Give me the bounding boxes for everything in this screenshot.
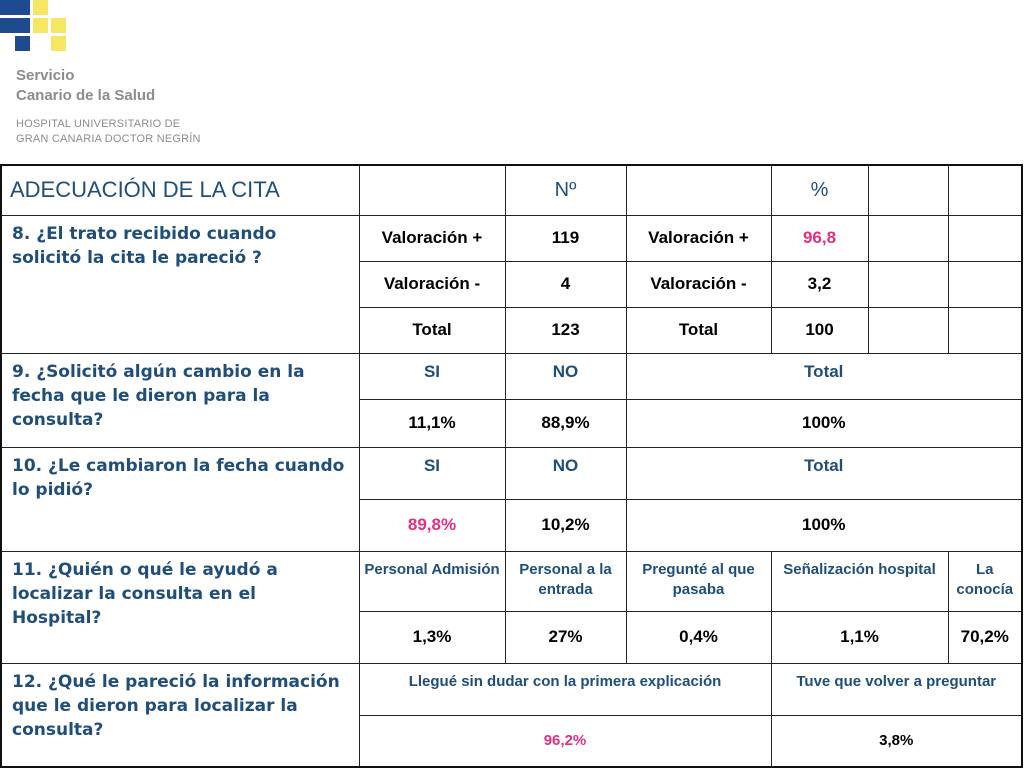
logo-square bbox=[15, 36, 30, 51]
q12-value-volver: 3,8% bbox=[771, 715, 1022, 767]
question-9: 9. ¿Solicitó algún cambio en la fecha que le dieron para la consulta? bbox=[1, 353, 359, 447]
survey-table bbox=[0, 164, 1023, 768]
q11-value-entrada: 27% bbox=[505, 611, 626, 663]
q12-header-sin-dudar: Llegué sin dudar con la primera explicación bbox=[359, 663, 771, 715]
logo-mark bbox=[0, 0, 90, 60]
header-empty-cell bbox=[359, 165, 505, 215]
q8-label2: Valoración + bbox=[626, 215, 771, 261]
q10-value-no: 10,2% bbox=[505, 499, 626, 551]
q11-header-admision: Personal Admisión bbox=[359, 551, 505, 611]
empty-cell bbox=[868, 215, 948, 261]
logo-square bbox=[33, 0, 48, 15]
q10-header-no: NO bbox=[505, 447, 626, 499]
logo-square bbox=[15, 18, 30, 33]
header-empty-cell bbox=[868, 165, 948, 215]
header-pct: % bbox=[771, 165, 868, 215]
q8-label: Valoración + bbox=[359, 215, 505, 261]
q9-header-total: Total bbox=[626, 353, 1022, 399]
table-row bbox=[1, 663, 1022, 715]
empty-cell bbox=[948, 307, 1022, 353]
q8-pct: 3,2 bbox=[771, 261, 868, 307]
question-10: 10. ¿Le cambiaron la fecha cuando lo pidió? bbox=[1, 447, 359, 551]
logo-square bbox=[33, 18, 48, 33]
q10-header-si: SI bbox=[359, 447, 505, 499]
header-empty-cell bbox=[626, 165, 771, 215]
empty-cell bbox=[868, 307, 948, 353]
brand-line-4: GRAN CANARIA DOCTOR NEGRÍN bbox=[16, 133, 201, 145]
q12-value-sin-dudar: 96,2% bbox=[359, 715, 771, 767]
table-row bbox=[1, 447, 1022, 499]
table-row bbox=[1, 353, 1022, 399]
q9-value-no: 88,9% bbox=[505, 399, 626, 447]
question-8: 8. ¿El trato recibido cuando solicitó la cita le pareció ? bbox=[1, 215, 359, 353]
q11-value-pregunte: 0,4% bbox=[626, 611, 771, 663]
brand-line-2: Canario de la Salud bbox=[16, 87, 156, 104]
empty-cell bbox=[868, 261, 948, 307]
logo-square bbox=[51, 18, 66, 33]
q8-label2: Total bbox=[626, 307, 771, 353]
q8-label2: Valoración - bbox=[626, 261, 771, 307]
q11-value-senalizacion: 1,1% bbox=[771, 611, 948, 663]
q8-num: 123 bbox=[505, 307, 626, 353]
q8-pct: 100 bbox=[771, 307, 868, 353]
logo-square bbox=[0, 18, 15, 33]
q8-label: Valoración - bbox=[359, 261, 505, 307]
q11-header-pregunte: Pregunté al que pasaba bbox=[626, 551, 771, 611]
q8-num: 119 bbox=[505, 215, 626, 261]
logo-square bbox=[0, 0, 15, 15]
table-row bbox=[1, 551, 1022, 611]
q10-value-si: 89,8% bbox=[359, 499, 505, 551]
q9-header-no: NO bbox=[505, 353, 626, 399]
brand-line-1: Servicio bbox=[16, 67, 75, 84]
question-11: 11. ¿Quién o qué le ayudó a localizar la consulta en el Hospital? bbox=[1, 551, 359, 663]
brand-block bbox=[16, 66, 201, 146]
q9-value-si: 11,1% bbox=[359, 399, 505, 447]
q8-pct: 96,8 bbox=[771, 215, 868, 261]
question-12: 12. ¿Qué le pareció la información que le dieron para localizar la consulta? bbox=[1, 663, 359, 767]
table-title: ADECUACIÓN DE LA CITA bbox=[1, 165, 359, 215]
logo-square bbox=[51, 36, 66, 51]
empty-cell bbox=[948, 215, 1022, 261]
q9-value-total: 100% bbox=[626, 399, 1022, 447]
q11-header-entrada: Personal a la entrada bbox=[505, 551, 626, 611]
q9-header-si: SI bbox=[359, 353, 505, 399]
brand-line-3: HOSPITAL UNIVERSITARIO DE bbox=[16, 118, 181, 130]
q8-label: Total bbox=[359, 307, 505, 353]
q8-num: 4 bbox=[505, 261, 626, 307]
logo-square bbox=[15, 0, 30, 15]
q10-header-total: Total bbox=[626, 447, 1022, 499]
empty-cell bbox=[948, 261, 1022, 307]
table-header-row bbox=[1, 165, 1022, 215]
q11-header-conocia: La conocía bbox=[948, 551, 1022, 611]
table-row bbox=[1, 215, 1022, 261]
q12-header-volver: Tuve que volver a preguntar bbox=[771, 663, 1022, 715]
q10-value-total: 100% bbox=[626, 499, 1022, 551]
header-num: Nº bbox=[505, 165, 626, 215]
header-empty-cell bbox=[948, 165, 1022, 215]
q11-value-admision: 1,3% bbox=[359, 611, 505, 663]
q11-value-conocia: 70,2% bbox=[948, 611, 1022, 663]
q11-header-senalizacion: Señalización hospital bbox=[771, 551, 948, 611]
